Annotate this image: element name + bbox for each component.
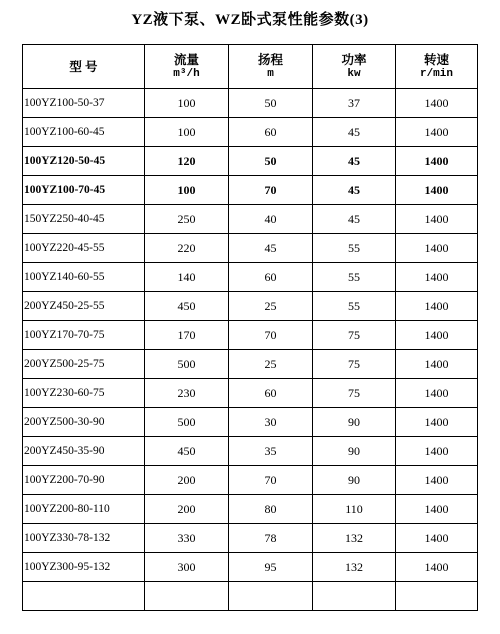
model-cell: 200YZ450-25-55 [23,292,145,321]
model-cell: 100YZ300-95-132 [23,553,145,582]
head-cell: 70 [229,466,313,495]
table-body [23,89,478,611]
model-cell: 100YZ170-70-75 [23,321,145,350]
header-head: 扬程 m [229,45,313,89]
speed-cell: 1400 [396,408,478,437]
power-cell: 55 [313,263,396,292]
power-cell: 37 [313,89,396,118]
header-power-unit: kw [347,67,361,80]
model-cell: 200YZ500-30-90 [23,408,145,437]
model-cell: 100YZ200-70-90 [23,466,145,495]
power-cell: 75 [313,379,396,408]
head-cell: 70 [229,321,313,350]
table-row [23,263,478,292]
header-head-unit: m [267,67,274,80]
header-flow: 流量 m³/h [145,45,229,89]
table-row [23,205,478,234]
speed-cell: 1400 [396,321,478,350]
flow-cell: 200 [145,495,229,524]
flow-cell: 300 [145,553,229,582]
head-cell: 78 [229,524,313,553]
model-cell: 100YZ140-60-55 [23,263,145,292]
speed-cell: 1400 [396,176,478,205]
head-cell: 60 [229,379,313,408]
flow-cell: 100 [145,176,229,205]
speed-cell: 1400 [396,350,478,379]
table-header-row [23,45,478,89]
head-cell: 25 [229,350,313,379]
flow-cell: 100 [145,89,229,118]
head-cell: 50 [229,147,313,176]
header-power: 功率 kw [313,45,396,89]
flow-cell: 500 [145,350,229,379]
speed-cell: 1400 [396,292,478,321]
table-row [23,292,478,321]
head-cell: 60 [229,118,313,147]
power-cell [313,582,396,611]
speed-cell: 1400 [396,495,478,524]
table-row [23,321,478,350]
table-row [23,350,478,379]
speed-cell: 1400 [396,263,478,292]
flow-cell: 500 [145,408,229,437]
table-row [23,495,478,524]
power-cell: 90 [313,408,396,437]
head-cell: 30 [229,408,313,437]
table-row [23,582,478,611]
model-cell: 100YZ100-70-45 [23,176,145,205]
flow-cell: 120 [145,147,229,176]
flow-cell: 450 [145,437,229,466]
pump-parameters-table [22,44,478,611]
page-title: YZ液下泵、WZ卧式泵性能参数(3) [131,12,369,28]
head-cell [229,582,313,611]
power-cell: 55 [313,292,396,321]
head-cell: 45 [229,234,313,263]
head-cell: 80 [229,495,313,524]
flow-cell: 330 [145,524,229,553]
model-cell: 100YZ200-80-110 [23,495,145,524]
speed-cell: 1400 [396,437,478,466]
head-cell: 35 [229,437,313,466]
header-flow-unit: m³/h [173,67,200,80]
speed-cell: 1400 [396,205,478,234]
head-cell: 70 [229,176,313,205]
power-cell: 90 [313,466,396,495]
model-cell: 100YZ230-60-75 [23,379,145,408]
power-cell: 45 [313,176,396,205]
speed-cell: 1400 [396,89,478,118]
speed-cell: 1400 [396,466,478,495]
model-cell: 100YZ220-45-55 [23,234,145,263]
model-cell [23,582,145,611]
table-row [23,524,478,553]
model-cell: 200YZ450-35-90 [23,437,145,466]
header-model: 型 号 [23,45,145,89]
flow-cell: 170 [145,321,229,350]
flow-cell: 450 [145,292,229,321]
power-cell: 45 [313,118,396,147]
head-cell: 25 [229,292,313,321]
speed-cell: 1400 [396,379,478,408]
flow-cell: 100 [145,118,229,147]
model-cell: 100YZ100-50-37 [23,89,145,118]
flow-cell: 250 [145,205,229,234]
table-row [23,118,478,147]
head-cell: 40 [229,205,313,234]
header-speed: 转速 r/min [396,45,478,89]
speed-cell: 1400 [396,553,478,582]
power-cell: 110 [313,495,396,524]
power-cell: 75 [313,321,396,350]
table-row [23,408,478,437]
speed-cell: 1400 [396,524,478,553]
head-cell: 50 [229,89,313,118]
head-cell: 95 [229,553,313,582]
power-cell: 45 [313,205,396,234]
speed-cell: 1400 [396,234,478,263]
power-cell: 75 [313,350,396,379]
table-row [23,89,478,118]
flow-cell: 200 [145,466,229,495]
table-row [23,466,478,495]
model-cell: 100YZ100-60-45 [23,118,145,147]
table-row [23,234,478,263]
table-row [23,437,478,466]
table-row [23,176,478,205]
speed-cell: 1400 [396,147,478,176]
flow-cell: 230 [145,379,229,408]
model-cell: 200YZ500-25-75 [23,350,145,379]
head-cell: 60 [229,263,313,292]
power-cell: 132 [313,553,396,582]
table-row [23,379,478,408]
model-cell: 100YZ330-78-132 [23,524,145,553]
power-cell: 55 [313,234,396,263]
power-cell: 45 [313,147,396,176]
flow-cell: 220 [145,234,229,263]
model-cell: 100YZ120-50-45 [23,147,145,176]
speed-cell: 1400 [396,118,478,147]
table-row [23,553,478,582]
flow-cell: 140 [145,263,229,292]
power-cell: 132 [313,524,396,553]
model-cell: 150YZ250-40-45 [23,205,145,234]
table-row [23,147,478,176]
speed-cell [396,582,478,611]
header-speed-unit: r/min [419,67,453,80]
power-cell: 90 [313,437,396,466]
flow-cell [145,582,229,611]
